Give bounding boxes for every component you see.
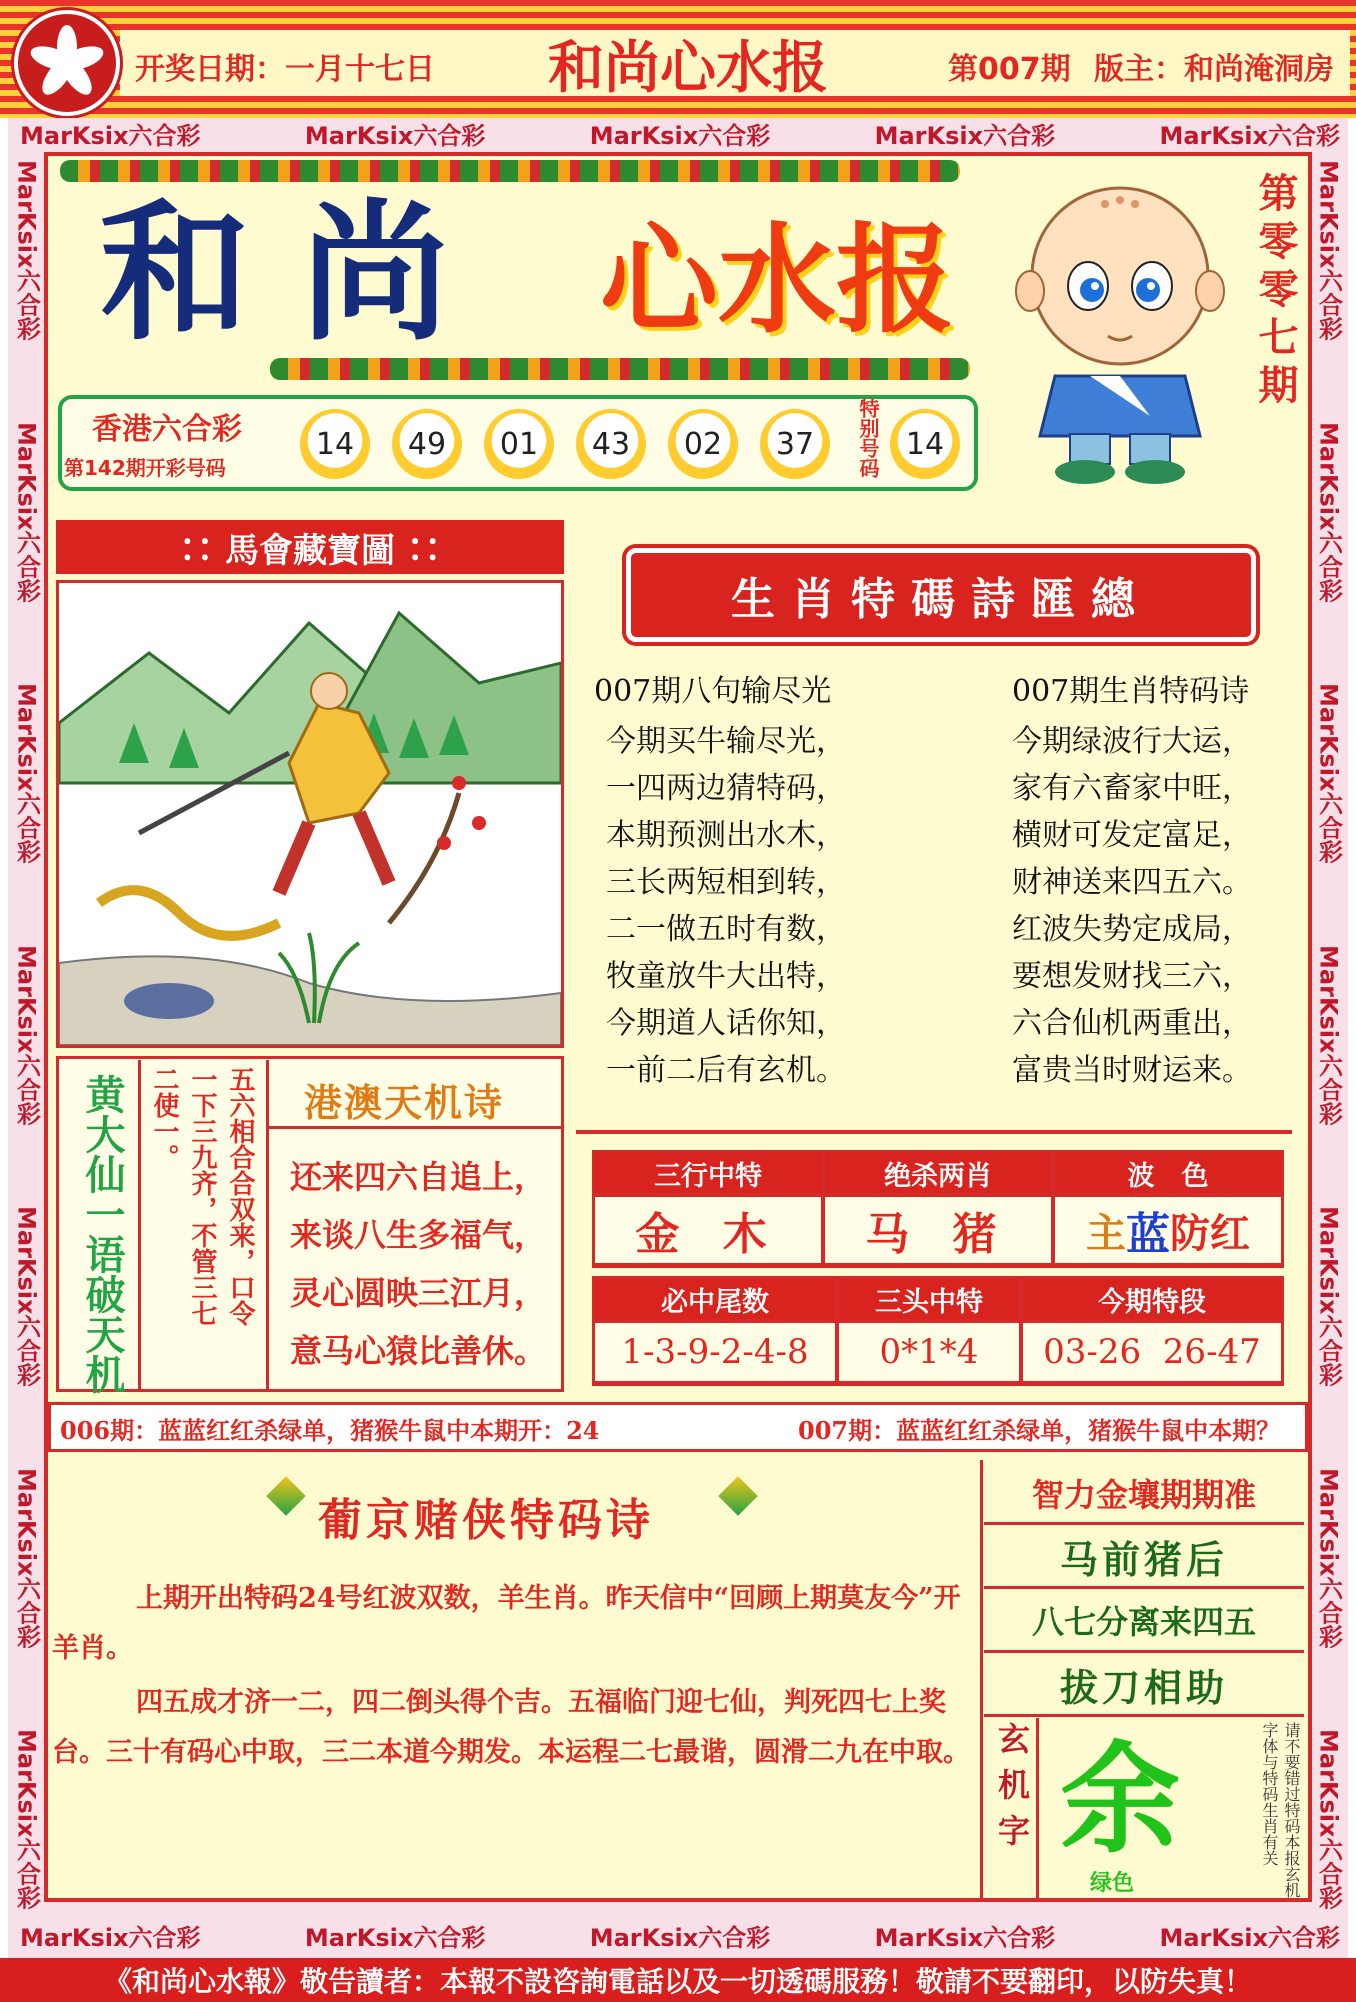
ribbon-text: MarKsix六合彩 [12, 1206, 41, 1387]
ribbon-text: MarKsix六合彩 [20, 121, 201, 150]
wave-color-cell [1055, 1197, 1281, 1263]
ribbon-text: MarKsix六合彩 [1314, 1729, 1343, 1910]
ribbon-text: MarKsix六合彩 [12, 1729, 41, 1910]
gangao-line: 灵心圆映三江月， [290, 1274, 547, 1312]
ribbon-text: MarKsix六合彩 [1314, 1467, 1343, 1649]
poem-line: 红波失势定成局， [1012, 912, 1252, 947]
special-number-ball: 14 [890, 409, 960, 479]
macau-paragraph-1: 上期开出特码24号红波双数，羊生肖。昨天信中“回顾上期莫友今”开羊肖。 [52, 1583, 961, 1664]
poem-line: 家有六畜家中旺， [1012, 771, 1252, 806]
treasure-map-illustration [59, 583, 561, 1045]
divider [268, 1126, 562, 1129]
table-header: 绝杀两肖 [825, 1153, 1051, 1193]
ribbon-text: MarKsix六合彩 [12, 944, 41, 1126]
ribbon-left [10, 160, 44, 1910]
ribbon-text: MarKsix六合彩 [1159, 121, 1340, 150]
xuanji-label: 玄机字 [993, 1722, 1031, 1860]
monk-mascot-icon [1000, 176, 1240, 486]
bauhinia-icon [18, 14, 116, 112]
table-header: 波 色 [1055, 1153, 1281, 1193]
ribbon-text: MarKsix六合彩 [1159, 1923, 1340, 1952]
table-cell: 金 木 [595, 1197, 821, 1263]
lottery-name: 香港六合彩 [92, 412, 242, 447]
divider [266, 1060, 269, 1390]
table-cell: 03-26 26-47 [1023, 1323, 1281, 1381]
table-cell: 0*1*4 [839, 1323, 1019, 1381]
poem-line: 一四两边猜特码， [606, 771, 846, 806]
prediction-table-2 [592, 1276, 1284, 1386]
editor-label: 版主：和尚淹洞房 [1094, 52, 1334, 87]
draw-date: 开奖日期：一月十七日 [135, 52, 435, 87]
huang-daxian-line: 五六相合合双来，口令 [225, 1066, 255, 1326]
table-cell: 马 猪 [825, 1197, 1051, 1263]
poem-line: 横财可发定富足， [1012, 818, 1252, 853]
xuanji-note: 请不要错过特码本报玄机字体与特码生肖有关 [1260, 1722, 1301, 1898]
poem-line: 三长两短相到转， [606, 865, 846, 900]
huang-daxian-title: 黄大仙一语破天机 [79, 1074, 126, 1394]
gangao-line: 来谈八生多福气， [290, 1216, 547, 1254]
left-poem-title: 007期八句输尽光 [594, 674, 832, 709]
zhili-item: 拔刀相助 [984, 1654, 1304, 1717]
right-poem-title: 007期生肖特码诗 [1012, 674, 1250, 709]
bauhinia-logo [14, 10, 120, 116]
poem-line: 富贵当时财运来。 [1012, 1053, 1252, 1088]
zodiac-poems-title: 生肖特碼詩匯總 [626, 548, 1256, 642]
header-title: 和尚心水报 [548, 35, 828, 101]
left-poem [606, 718, 846, 1094]
special-label: 特别号码 [856, 398, 880, 478]
number-ball: 02 [668, 409, 738, 479]
divider [980, 1460, 983, 1902]
ribbon-text: MarKsix六合彩 [874, 1923, 1056, 1952]
ribbon-text: MarKsix六合彩 [1314, 944, 1343, 1126]
number-ball: 43 [576, 409, 646, 479]
table-cell: 1-3-9-2-4-8 [595, 1323, 835, 1381]
ribbon-text: MarKsix六合彩 [12, 1467, 41, 1649]
table-header: 必中尾数 [595, 1279, 835, 1319]
macau-paragraph-2: 四五成才济一二，四二倒头得个吉。五福临门迎七仙，判死四七上奖台。三十有码心中取，三二本道今期发。本运程二七最谐，圆滑二九在中取。 [52, 1687, 970, 1768]
poem-line: 牧童放牛大出特， [606, 959, 846, 994]
divider [1036, 1718, 1039, 1902]
ribbon-text: MarKsix六合彩 [1314, 683, 1343, 864]
poem-line: 六合仙机两重出， [1012, 1006, 1252, 1041]
ribbon-text: MarKsix六合彩 [12, 160, 41, 341]
treasure-map-title: ∷ 馬會藏寶圖 ∷ [56, 520, 564, 574]
number-ball: 01 [484, 409, 554, 479]
right-poem [1012, 718, 1252, 1094]
ribbon-text: MarKsix六合彩 [304, 121, 486, 150]
poem-line: 今期绿波行大运， [1012, 724, 1252, 759]
ribbon-top [20, 116, 1340, 150]
poem-line: 财神送来四五六。 [1012, 865, 1252, 900]
treasure-map-frame [56, 580, 564, 1048]
ribbon-text: MarKsix六合彩 [12, 683, 41, 864]
gangao-line: 意马心猿比善休。 [290, 1332, 547, 1370]
divider [576, 1130, 1292, 1134]
results-right: 007期：蓝蓝红红杀绿单，猪猴牛鼠中本期？ [798, 1416, 1281, 1445]
gangao-title: 港澳天机诗 [304, 1081, 505, 1125]
zhili-title: 智力金壤期期准 [984, 1464, 1304, 1525]
number-ball: 14 [300, 409, 370, 479]
poem-line: 今期道人话你知， [606, 1006, 846, 1041]
poem-line: 本期预测出水木， [606, 818, 846, 853]
table-header: 三头中特 [839, 1279, 1019, 1319]
ribbon-text: MarKsix六合彩 [589, 121, 771, 150]
table-header: 今期特段 [1023, 1279, 1281, 1319]
gangao-poem [290, 1148, 546, 1380]
ribbon-text: MarKsix六合彩 [1314, 1206, 1343, 1387]
masthead-title-ink: 和尚 [100, 185, 501, 361]
wave-guard: 防红 [1170, 1210, 1250, 1257]
zodiac-poems-body [588, 668, 1288, 1128]
huang-daxian-line: 一下三九齐，不管三七 [187, 1066, 217, 1326]
prediction-table-1 [592, 1150, 1284, 1268]
masthead-title-red: 心水报 [600, 211, 955, 349]
number-ball: 37 [760, 409, 830, 479]
footer-notice: 《和尚心水報》敬告讀者：本報不設咨詢電話以及一切透碼服務！敬請不要翻印，以防失真！ [0, 1958, 1356, 2002]
divider [138, 1060, 141, 1390]
huang-daxian-line: 二使一。 [149, 1066, 179, 1170]
wave-main: 蓝 [1126, 1209, 1170, 1260]
ribbon-text: MarKsix六合彩 [1314, 160, 1343, 341]
poem-line: 要想发财找三六， [1012, 959, 1252, 994]
poem-line: 今期买牛输尽光， [606, 724, 846, 759]
last-draw-label: 第142期开彩号码 [64, 456, 226, 480]
macau-title: 葡京赌侠特码诗 [318, 1495, 654, 1546]
zhili-item: 八七分离来四五 [984, 1590, 1304, 1653]
zhili-item: 马前猪后 [984, 1526, 1304, 1589]
results-left: 006期：蓝蓝红红杀绿单，猪猴牛鼠中本期开：24 [60, 1416, 600, 1445]
ribbon-bottom [20, 1918, 1340, 1952]
table-header: 三行中特 [595, 1153, 821, 1193]
ribbon-text: MarKsix六合彩 [1314, 421, 1343, 603]
issue-number: 第007期 [948, 52, 1071, 87]
wave-prefix: 主 [1086, 1210, 1126, 1257]
ribbon-text: MarKsix六合彩 [304, 1923, 486, 1952]
ribbon-text: MarKsix六合彩 [12, 421, 41, 603]
xuanji-character: 余 [1060, 1731, 1180, 1870]
ribbon-right [1312, 160, 1346, 1910]
issue-vertical: 第零零七期 [1252, 172, 1299, 412]
poem-line: 一前二后有玄机。 [606, 1053, 846, 1088]
ribbon-text: MarKsix六合彩 [20, 1923, 201, 1952]
gangao-line: 还来四六自追上， [290, 1158, 547, 1196]
ribbon-text: MarKsix六合彩 [874, 121, 1056, 150]
ribbon-text: MarKsix六合彩 [589, 1923, 771, 1952]
number-ball: 49 [392, 409, 462, 479]
xuanji-color-label: 绿色 [1090, 1870, 1135, 1896]
poem-line: 二一做五时有数， [606, 912, 846, 947]
number-balls [300, 409, 830, 479]
